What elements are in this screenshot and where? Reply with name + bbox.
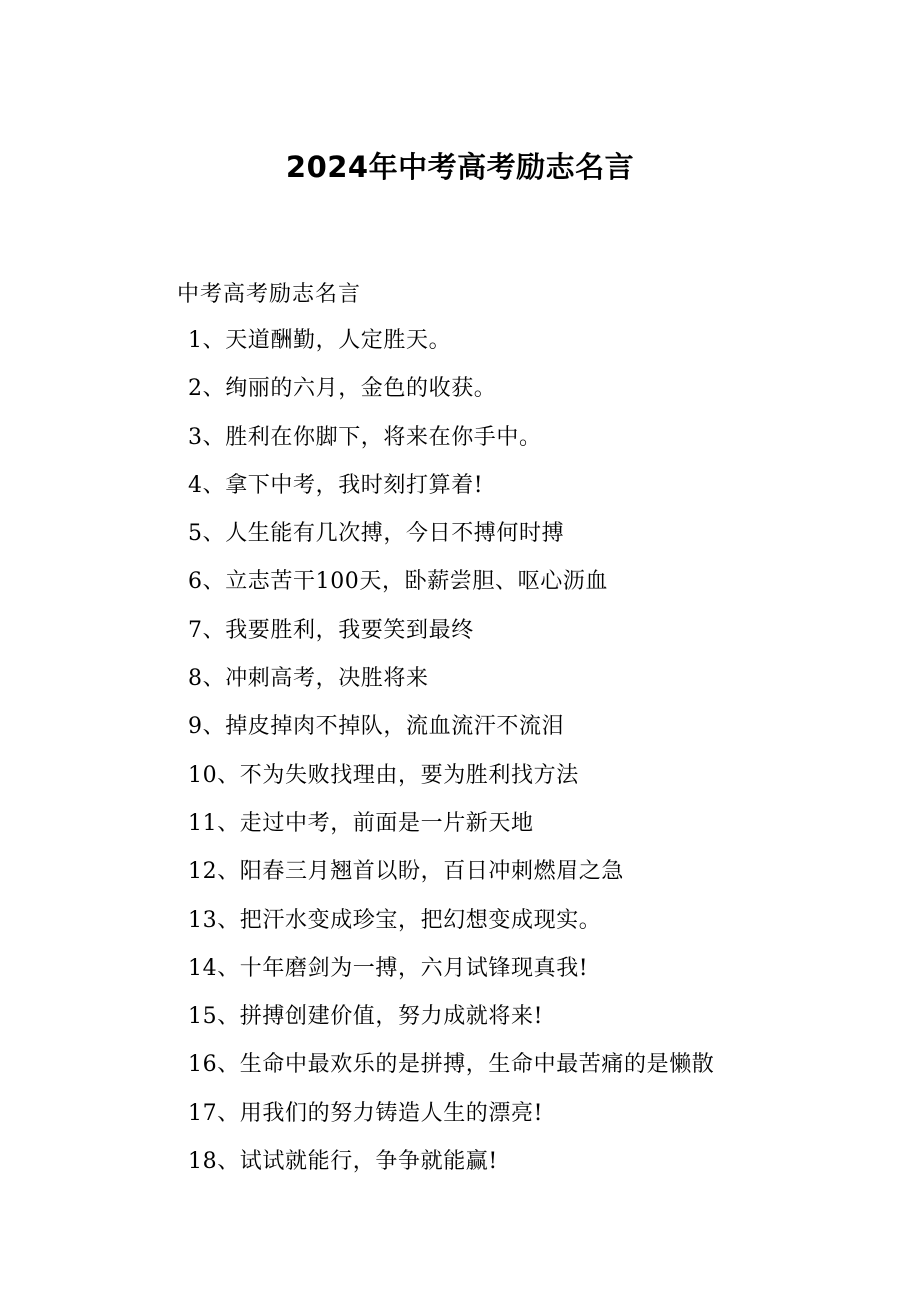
quote-item: 7、我要胜利，我要笑到最终 [188,617,474,643]
quote-item: 17、用我们的努力铸造人生的漂亮! [188,1100,544,1126]
quote-item: 10、不为失败找理由，要为胜利找方法 [188,762,579,788]
quote-item: 11、走过中考，前面是一片新天地 [188,810,534,836]
document-title: 2024年中考高考励志名言 [285,150,635,184]
quote-item: 13、把汗水变成珍宝，把幻想变成现实。 [188,907,602,933]
quote-item: 14、十年磨剑为一搏，六月试锋现真我! [188,955,589,981]
quote-item: 8、冲刺高考，决胜将来 [188,666,429,692]
quote-item: 16、生命中最欢乐的是拼搏，生命中最苦痛的是懒散 [188,1052,715,1078]
section-heading: 中考高考励志名言 [177,282,362,307]
quote-item: 18、试试就能行，争争就能赢! [188,1149,498,1175]
quote-item: 6、立志苦干100天，卧薪尝胆、呕心沥血 [188,569,608,595]
quote-item: 15、拼搏创建价值，努力成就将来! [188,1004,544,1030]
quote-item: 4、拿下中考，我时刻打算着! [188,472,484,498]
quote-item: 2、绚丽的六月，金色的收获。 [188,376,497,402]
quote-item: 9、掉皮掉肉不掉队，流血流汗不流泪 [188,714,565,740]
quote-list [188,324,714,1193]
quote-item: 1、天道酬勤，人定胜天。 [188,328,452,353]
quote-item: 5、人生能有几次搏，今日不搏何时搏 [188,521,565,547]
quote-item: 3、胜利在你脚下，将来在你手中。 [188,424,542,450]
quote-item: 12、阳春三月翘首以盼，百日冲刺燃眉之急 [188,859,624,885]
